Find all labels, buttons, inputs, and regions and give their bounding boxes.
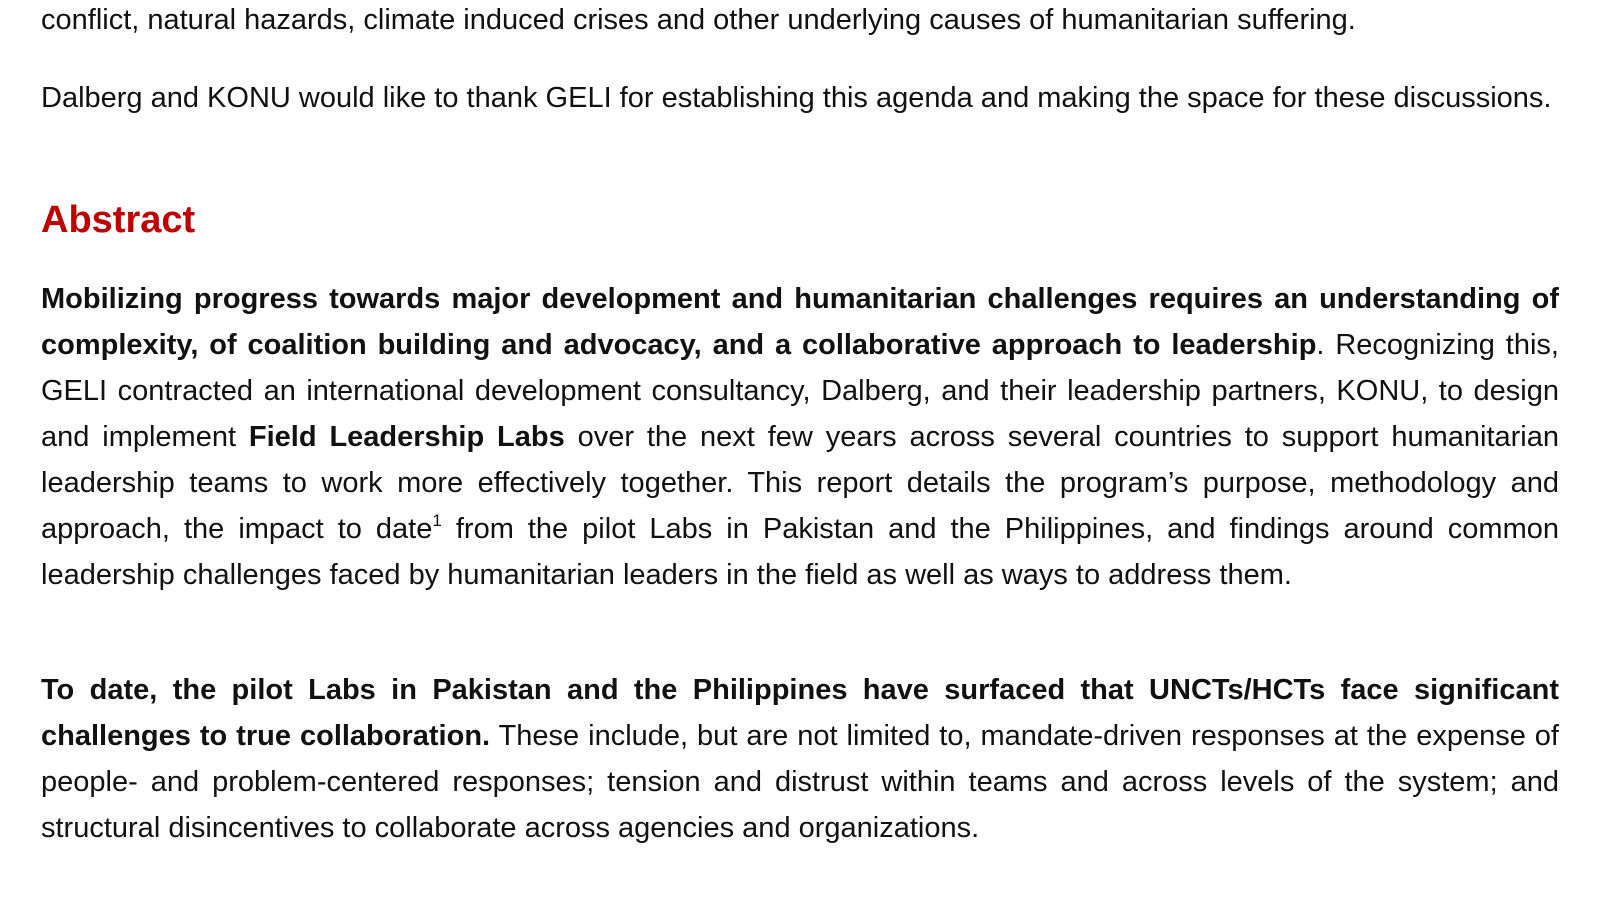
- abstract-heading: Abstract: [41, 199, 196, 241]
- abstract-1-text-b: over the next few years across several countries to support humanitarian leadership teams to work more effectively together. This report details the program’s purpose, methodology and approach, the impact to date: [41, 421, 1559, 545]
- abstract-1-text-a: . Recognizing this, GELI contracted an international development consultancy, Dalberg, and their leadership partners, KONU, to design and implement: [41, 329, 1559, 453]
- abstract-1-text-c: from the pilot Labs in Pakistan and the Philippines, and findings around common leadership challenges faced by humanitarian leaders in the field as well as ways to address them.: [41, 513, 1559, 591]
- abstract-1-bold-lead: Mobilizing progress towards major development and humanitarian challenges requires an understanding of complexity, of coalition building and advocacy, and a collaborative approach to leadership: [41, 283, 1559, 361]
- footnote-reference[interactable]: 1: [432, 511, 442, 530]
- continued-text-line: conflict, natural hazards, climate induced crises and other underlying causes of humanitarian suffering.: [41, 4, 1356, 36]
- abstract-paragraph-2: [41, 667, 1559, 851]
- document-page: [41, 0, 1559, 900]
- field-leadership-labs-term: Field Leadership Labs: [248, 421, 565, 453]
- abstract-paragraph-1: [41, 276, 1559, 598]
- acknowledgement-paragraph: Dalberg and KONU would like to thank GELI for establishing this agenda and making the space for these discussions.: [41, 82, 1552, 114]
- abstract-2-text: These include, but are not limited to, mandate-driven responses at the expense of people- and problem-centered responses; tension and distrust within teams and across levels of the system; and structural disincentives to collaborate across agencies and organizations.: [41, 720, 1559, 844]
- abstract-2-bold-lead: To date, the pilot Labs in Pakistan and the Philippines have surfaced that UNCTs/HCTs face significant challenges to true collaboration.: [41, 674, 1559, 752]
